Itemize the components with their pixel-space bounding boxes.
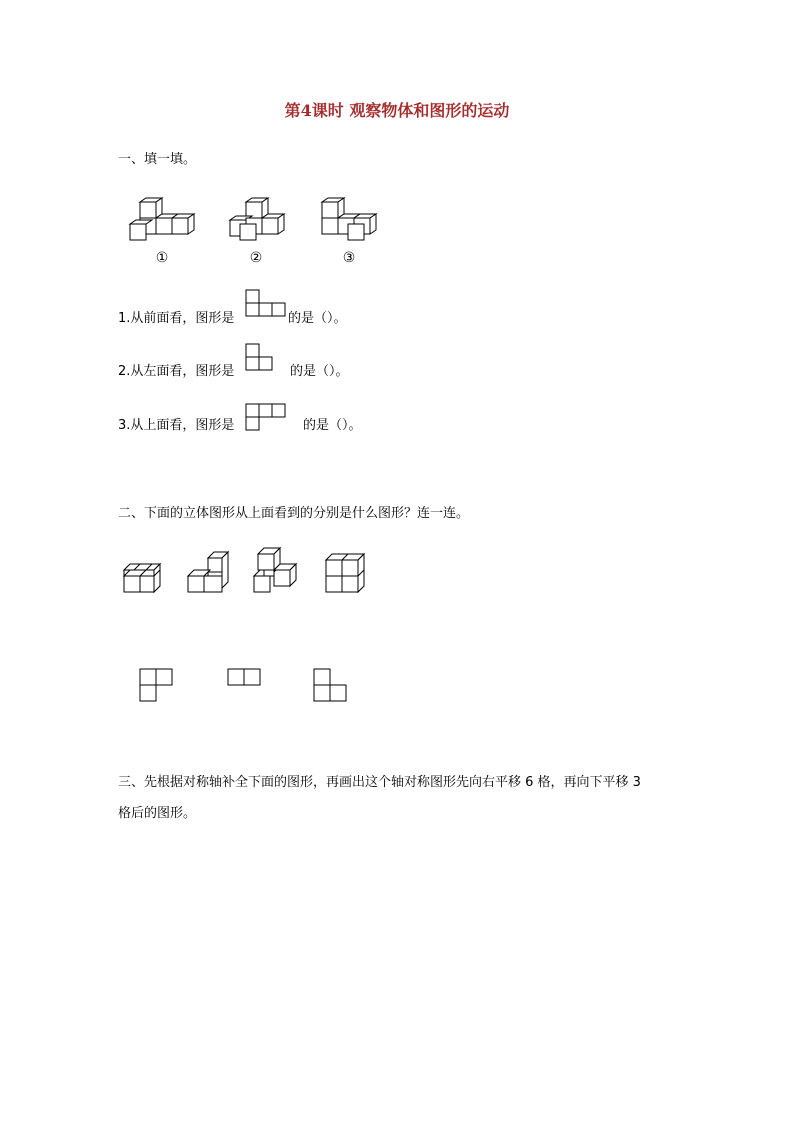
cube-figure-3 <box>318 198 388 246</box>
question-3-prefix: 3.从上面看，图形是 <box>118 418 235 433</box>
top-view-option-1 <box>139 668 175 704</box>
solid-figure-a <box>120 560 164 596</box>
question-1-prefix: 1.从前面看，图形是 <box>118 311 235 326</box>
solid-figure-d <box>322 550 368 596</box>
section-2-heading: 二、下面的立体图形从上面看到的分别是什么图形？连一连。 <box>118 506 470 521</box>
figure-label-3: ③ <box>342 250 356 266</box>
page-title: 第4课时 观察物体和图形的运动 <box>284 101 510 120</box>
figure-label-1: ① <box>155 250 169 266</box>
section-1-heading: 一、填一填。 <box>118 152 197 167</box>
section-3-line-2: 格后的图形。 <box>118 806 197 821</box>
solid-figure-b <box>186 552 230 596</box>
solid-figure-c <box>252 546 302 596</box>
cube-figure-1 <box>128 198 198 246</box>
cube-figure-2 <box>226 198 296 246</box>
question-3-suffix: 的是（）。 <box>303 418 362 433</box>
front-view-shape <box>245 289 287 317</box>
top-view-option-3 <box>313 668 349 704</box>
question-2-prefix: 2.从左面看，图形是 <box>118 364 235 379</box>
top-view-shape <box>245 403 287 431</box>
top-view-option-2 <box>227 668 263 688</box>
section-3-line-1: 三、先根据对称轴补全下面的图形，再画出这个轴对称图形先向右平移 6 格，再向下平移 3 <box>118 775 641 790</box>
question-2-suffix: 的是（）。 <box>290 364 349 379</box>
figure-label-2: ② <box>249 250 263 266</box>
question-1-suffix: 的是（）。 <box>288 311 347 326</box>
left-view-shape <box>245 343 275 371</box>
